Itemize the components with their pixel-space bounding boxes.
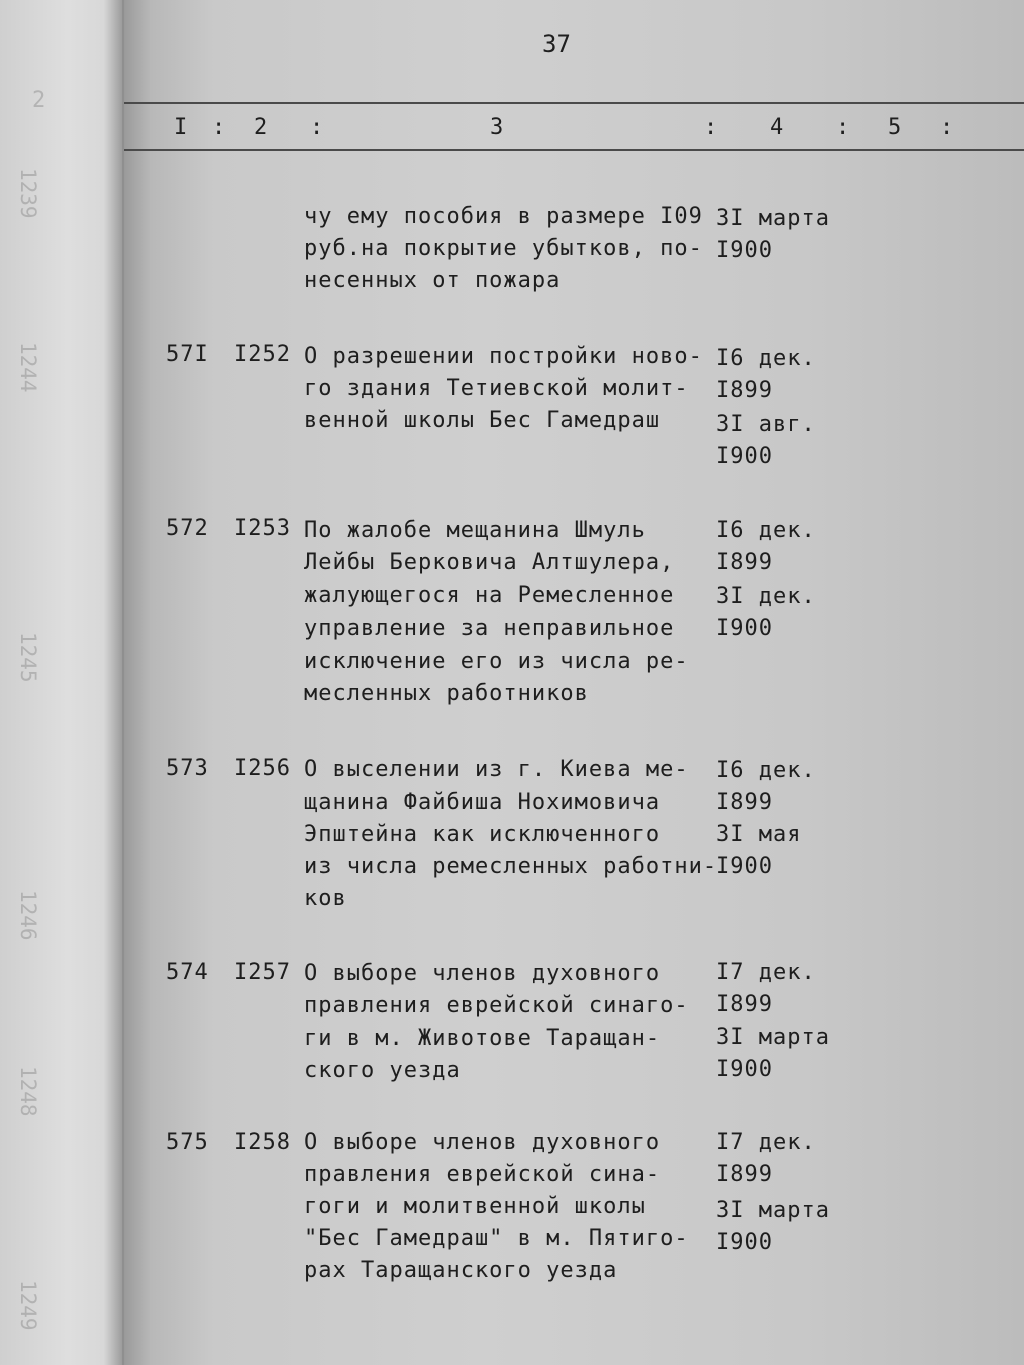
col-header-1: I bbox=[174, 115, 188, 140]
description-line: О выборе членов духовного bbox=[304, 1130, 661, 1155]
date-line: I7 дек. bbox=[716, 960, 816, 985]
col-separator: : bbox=[704, 115, 718, 140]
description-line: руб.на покрытие убытков, по- bbox=[304, 236, 703, 261]
date-line: I7 дек. bbox=[716, 1130, 816, 1155]
description-line: О выселении из г. Киева ме- bbox=[304, 757, 689, 782]
description-line: венной школы Бес Гамедраш bbox=[304, 408, 661, 433]
date-line: I6 дек. bbox=[716, 518, 816, 543]
entry-number: 575 bbox=[166, 1130, 209, 1155]
date-line: I900 bbox=[716, 616, 773, 641]
date-line: I900 bbox=[716, 1230, 773, 1255]
col-separator: : bbox=[212, 115, 226, 140]
date-line: I6 дек. bbox=[716, 758, 816, 783]
description-line: исключение его из числа ре- bbox=[304, 649, 689, 674]
date-line: 3I авг. bbox=[716, 412, 816, 437]
description-line: "Бес Гамедраш" в м. Пятиго- bbox=[304, 1226, 689, 1251]
date-line: I6 дек. bbox=[716, 346, 816, 371]
margin-number: 1244 bbox=[16, 342, 40, 393]
col-header-2: 2 bbox=[254, 115, 268, 140]
description-line: О выборе членов духовного bbox=[304, 961, 661, 986]
description-line: го здания Тетиевской молит- bbox=[304, 376, 689, 401]
header-rule-bottom bbox=[124, 149, 1024, 151]
entry-number: 572 bbox=[166, 516, 209, 541]
date-line: 3I марта bbox=[716, 1198, 830, 1223]
file-code: I252 bbox=[234, 342, 291, 367]
date-line: I899 bbox=[716, 378, 773, 403]
col-header-5: 5 bbox=[888, 115, 902, 140]
description-line: правления еврейской сина- bbox=[304, 1162, 661, 1187]
margin-number: 1239 bbox=[16, 168, 40, 219]
file-code: I256 bbox=[234, 756, 291, 781]
date-line: 3I дек. bbox=[716, 584, 816, 609]
previous-page-edge bbox=[0, 0, 122, 1365]
file-code: I258 bbox=[234, 1130, 291, 1155]
entry-number: 57I bbox=[166, 342, 209, 367]
description-line: ги в м. Животове Таращан- bbox=[304, 1026, 661, 1051]
header-rule-top bbox=[124, 102, 1024, 104]
date-line: I900 bbox=[716, 854, 773, 879]
col-header-4: 4 bbox=[770, 115, 784, 140]
col-header-3: 3 bbox=[490, 115, 504, 140]
col-separator: : bbox=[836, 115, 850, 140]
description-line: ков bbox=[304, 886, 347, 911]
file-code: I257 bbox=[234, 960, 291, 985]
margin-header-fragment: 2 bbox=[32, 88, 46, 113]
entry-number: 574 bbox=[166, 960, 209, 985]
margin-number: 1248 bbox=[16, 1066, 40, 1117]
description-line: из числа ремесленных работни- bbox=[304, 854, 718, 879]
description-line: Эпштейна как исключенного bbox=[304, 822, 661, 847]
date-line: 3I марта bbox=[716, 206, 830, 231]
entry-number: 573 bbox=[166, 756, 209, 781]
page-number: 37 bbox=[542, 30, 571, 58]
col-separator: : bbox=[940, 115, 954, 140]
description-line: жалующегося на Ремесленное bbox=[304, 583, 675, 608]
description-line: По жалобе мещанина Шмуль bbox=[304, 518, 646, 543]
description-line: рах Таращанского уезда bbox=[304, 1258, 618, 1283]
description-line: управление за неправильное bbox=[304, 616, 675, 641]
date-line: 3I марта bbox=[716, 1025, 830, 1050]
date-line: I899 bbox=[716, 550, 773, 575]
description-line: гоги и молитвенной школы bbox=[304, 1194, 646, 1219]
document-page bbox=[124, 0, 1024, 1365]
date-line: I899 bbox=[716, 790, 773, 815]
margin-number: 1249 bbox=[16, 1280, 40, 1331]
description-line: чу ему пособия в размере I09 bbox=[304, 204, 703, 229]
col-separator: : bbox=[310, 115, 324, 140]
date-line: I900 bbox=[716, 1057, 773, 1082]
description-line: щанина Файбиша Нохимовича bbox=[304, 790, 661, 815]
date-line: I900 bbox=[716, 238, 773, 263]
margin-number: 1246 bbox=[16, 890, 40, 941]
date-line: 3I мая bbox=[716, 822, 802, 847]
description-line: Лейбы Берковича Алтшулера, bbox=[304, 550, 675, 575]
margin-number: 1245 bbox=[16, 632, 40, 683]
description-line: несенных от пожара bbox=[304, 268, 561, 293]
date-line: I899 bbox=[716, 992, 773, 1017]
date-line: I899 bbox=[716, 1162, 773, 1187]
description-line: О разрешении постройки ново- bbox=[304, 344, 703, 369]
file-code: I253 bbox=[234, 516, 291, 541]
date-line: I900 bbox=[716, 444, 773, 469]
description-line: правления еврейской синаго- bbox=[304, 993, 689, 1018]
description-line: ского уезда bbox=[304, 1058, 461, 1083]
description-line: месленных работников bbox=[304, 681, 589, 706]
